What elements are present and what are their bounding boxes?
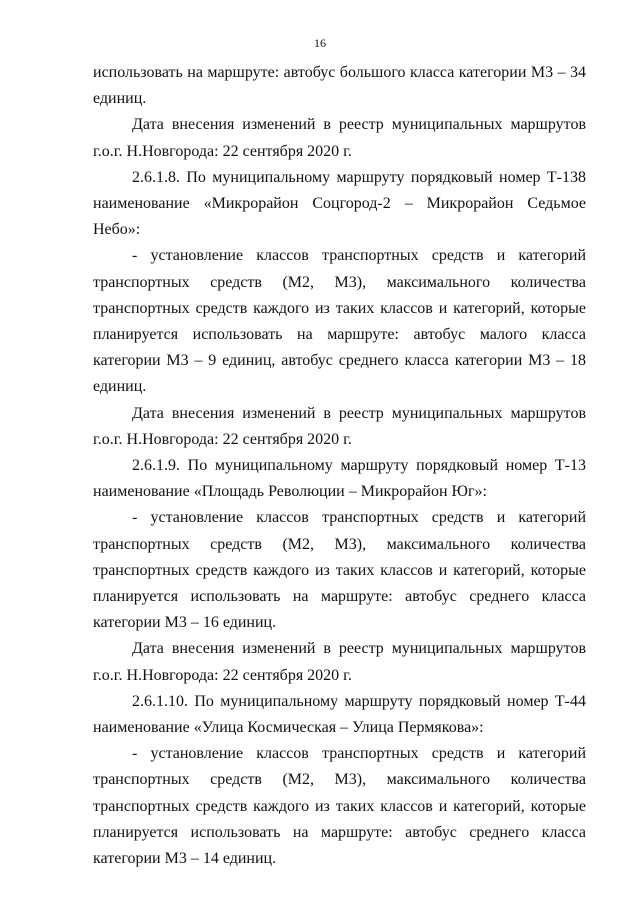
paragraph-route-t44: 2.6.1.10. По муниципальному маршруту порядковый номер Т-44 наименование «Улица Космическая – Улица Пермякова»: bbox=[93, 692, 586, 737]
paragraph-vehicle-classes: - установление классов транспортных средств и категорий транспортных средств (М2, М3), максимального количества транспортных средств каждого из таких классов и категорий, которые планируется использовать на маршруте: автобус среднего класса категории М3 – 14 единиц. bbox=[93, 745, 586, 868]
document-body bbox=[93, 60, 586, 872]
paragraph-registry-date: Дата внесения изменений в реестр муниципальных маршрутов г.о.г. Н.Новгорода: 22 сентября 2020 г. bbox=[93, 116, 586, 160]
page-number: 16 bbox=[314, 36, 326, 50]
paragraph-registry-date: Дата внесения изменений в реестр муниципальных маршрутов г.о.г. Н.Новгорода: 22 сентября 2020 г. bbox=[93, 404, 586, 448]
paragraph-route-t138: 2.6.1.8. По муниципальному маршруту порядковый номер Т-138 наименование «Микрорайон Соцгород-2 – Микрорайон Седьмое Небо»: bbox=[93, 168, 586, 239]
paragraph-vehicle-classes: - установление классов транспортных средств и категорий транспортных средств (М2, М3), максимального количества транспортных средств каждого из таких классов и категорий, которые планируется использовать на маршруте: автобус малого класса категории М3 – 9 единиц, автобус среднего класса категории М3 – 18 единиц. bbox=[93, 247, 586, 396]
paragraph-vehicle-classes: - установление классов транспортных средств и категорий транспортных средств (М2, М3), максимального количества транспортных средств каждого из таких классов и категорий, которые планируется использовать на маршруте: автобус среднего класса категории М3 – 16 единиц. bbox=[93, 509, 586, 632]
paragraph-route-t13: 2.6.1.9. По муниципальному маршруту порядковый номер Т-13 наименование «Площадь Революции – Микрорайон Юг»: bbox=[93, 457, 586, 501]
paragraph-continuation: использовать на маршруте: автобус большого класса категории М3 – 34 единиц. bbox=[93, 64, 586, 108]
paragraph-registry-date: Дата внесения изменений в реестр муниципальных маршрутов г.о.г. Н.Новгорода: 22 сентября 2020 г. bbox=[93, 640, 586, 684]
